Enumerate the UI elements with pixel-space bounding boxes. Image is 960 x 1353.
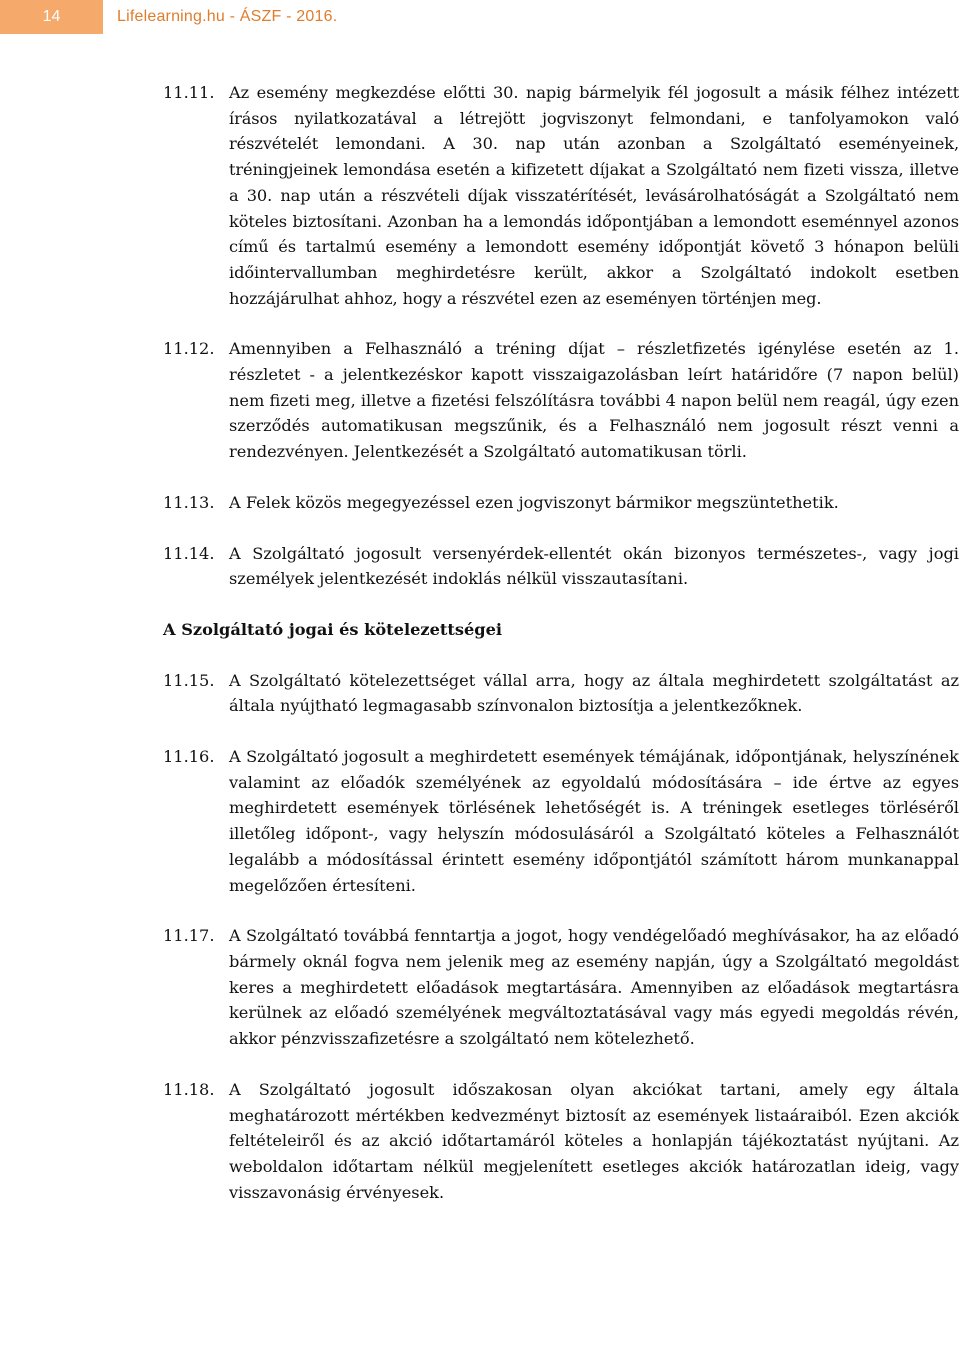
section-text: A Szolgáltató továbbá fenntartja a jogot, hogy vendégelőadó meghívásakor, ha az előadó bármely oknál fogva nem jelenik meg az esemény napján, úgy a Szolgáltató megoldást keres a meghirdetett előadások megtartására. Amennyiben az előadások megtartásra kerülnek az előadó személyének megváltoztatásával vagy más egyedi megoldás révén, akkor pénzvisszafizetésre a szolgáltató nem kötelezhető. [229,926,959,1049]
section-text: A Szolgáltató jogosult versenyérdek-ellentét okán bizonyos természetes-, vagy jogi személyek jelentkezését indoklás nélkül visszautasítani. [229,543,959,589]
section-text: A Szolgáltató jogosult a meghirdetett események témájának, időpontjának, helyszínének valamint az előadók személyének az egyoldalú módosítására – ide értve az egyes meghirdetett események törlésének lehetőségét is. A tréningek esetleges törléséről illetőleg időpont-, vagy helyszín módosulásáról a Szolgáltató köteles a Felhasználót legalább a módosítással érintett esemény időpontjától számított három munkanappal megelőzően értesíteni. [229,747,959,895]
section-number: 11.18. [163,1079,215,1099]
section-number: 11.12. [163,339,215,359]
section-number: 11.17. [163,926,215,946]
section-11-13 [163,490,959,516]
section-heading: A Szolgáltató jogai és kötelezettségei [163,619,503,639]
section-text: Az esemény megkezdése előtti 30. napig bármelyik fél jogosult a másik félhez intézett írásos nyilatkozatával a létrejött jogviszonyt felmondani, e tanfolyamokon való részvételét lemondani. A 30. nap után azonban a Szolgáltató eseményeinek, tréningjeinek lemondása esetén a kifizetett díjakat a Szolgáltató nem fizeti vissza, illetve a 30. nap után a részvételi díjak visszatérítését, levásárolhatóságát a Szolgáltató nem köteles biztosítani. Azonban ha a lemondás időpontjában a lemondott eseménnyel azonos című és tartalmú esemény a lemondott esemény időpontját követő 3 hónapon belüli időintervallumban meghirdetésre került, akkor a Szolgáltató indokolt esetben hozzájárulhat ahhoz, hogy a részvétel ezen az eseményen történjen meg. [229,83,959,308]
section-number: 11.14. [163,543,215,563]
page-number: 14 [0,0,103,34]
page-header [0,0,337,34]
section-number: 11.15. [163,670,215,690]
section-11-18 [163,1077,959,1206]
section-number: 11.13. [163,492,215,512]
section-11-15 [163,668,959,719]
section-text: Amennyiben a Felhasználó a tréning díjat – részletfizetés igénylése esetén az 1. részletet - a jelentkezéskor kapott visszaigazolásban leírt határidőre (7 napon belül) nem fizeti meg, illetve a fizetési felszólításra további 4 napon belül nem reagál, úgy ezen szerződés automatikusan megszűnik, és a Felhasználó nem jogosult részt venni a rendezvényen. Jelentkezését a Szolgáltató automatikusan törli. [229,339,959,462]
document-body [163,80,959,1230]
section-text: A Szolgáltató kötelezettséget vállal arra, hogy az általa meghirdetett szolgáltatást az általa nyújtható legmagasabb színvonalon biztosítja a jelentkezőknek. [229,670,959,716]
section-text: A Szolgáltató jogosult időszakosan olyan akciókat tartani, amely egy általa meghatározott mértékben kedvezményt biztosít az események listaáraiból. Ezen akciók feltételeiről és az akció időtartamáról köteles a honlapján tájékoztatást nyújtani. Az weboldalon időtartam nélkül megjelenített esetleges akciók határozatlan ideig, vagy visszavonásig érvényesek. [229,1079,959,1202]
section-11-12 [163,336,959,465]
section-11-14 [163,541,959,592]
section-11-17 [163,923,959,1052]
section-11-11 [163,80,959,311]
section-text: A Felek közös megegyezéssel ezen jogviszonyt bármikor megszüntethetik. [229,492,839,512]
section-11-16 [163,744,959,898]
section-number: 11.16. [163,747,215,767]
section-number: 11.11. [163,83,215,102]
running-title: Lifelearning.hu - ÁSZF - 2016. [117,8,338,25]
